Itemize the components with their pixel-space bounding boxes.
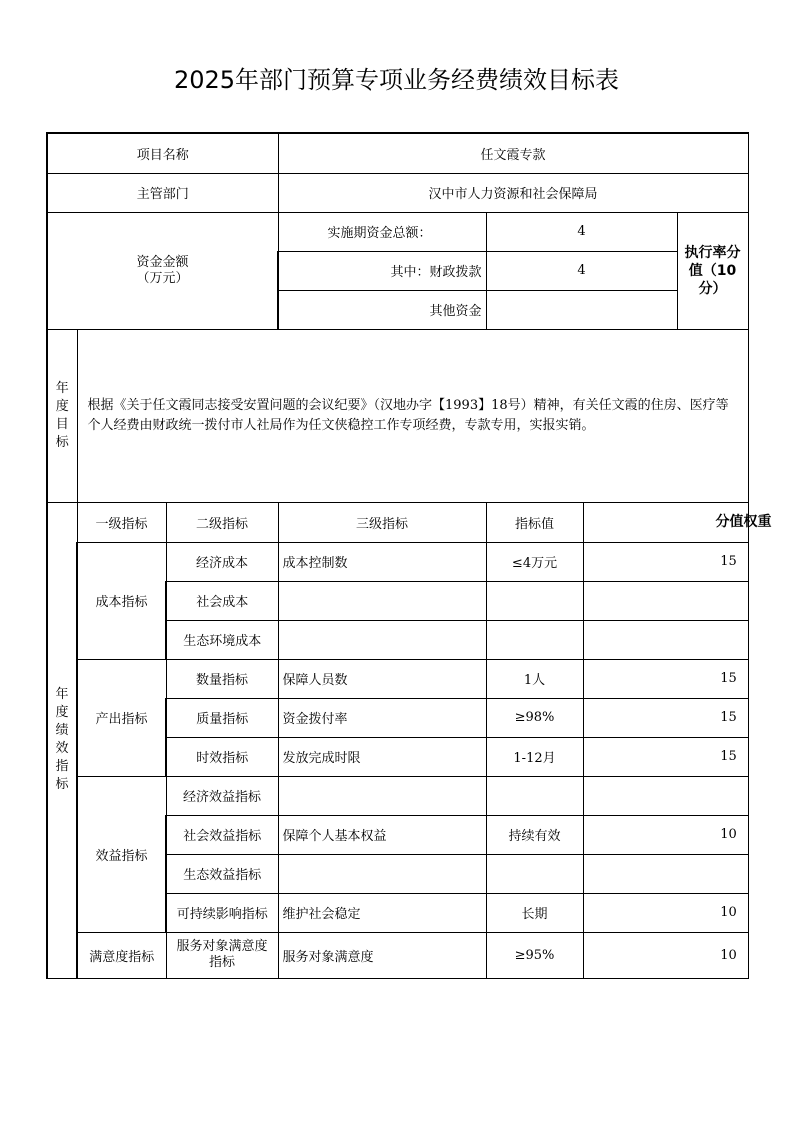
- funds-label-cell: [47, 212, 278, 329]
- weight-cell: 10: [583, 893, 748, 932]
- page-title: 2025年部门预算专项业务经费绩效目标表: [173, 66, 620, 94]
- weight-cell: [583, 620, 748, 659]
- table-row: [47, 932, 748, 978]
- weight-cell: 10: [583, 932, 748, 978]
- value-cell: [486, 620, 583, 659]
- value-cell: 1-12月: [486, 737, 583, 776]
- level2-cell: 服务对象满意度指标: [166, 932, 278, 978]
- header-level3: 三级指标: [278, 502, 486, 542]
- department-value: 汉中市人力资源和社会保障局: [278, 173, 748, 212]
- level3-cell: 发放完成时限: [278, 737, 486, 776]
- annual-indicators-label: 年度绩效指标: [47, 502, 77, 978]
- level2-cell: 社会效益指标: [166, 815, 278, 854]
- level2-cell: 生态效益指标: [166, 854, 278, 893]
- level3-cell: 保障人员数: [278, 659, 486, 698]
- funds-other-value: [486, 290, 677, 329]
- header-level2: 二级指标: [166, 502, 278, 542]
- level2-cell: 数量指标: [166, 659, 278, 698]
- level3-cell: [278, 854, 486, 893]
- weight-cell: 10: [583, 815, 748, 854]
- weight-cell: 15: [583, 542, 748, 581]
- level2-cell: 经济成本: [166, 542, 278, 581]
- level2-cell: 生态环境成本: [166, 620, 278, 659]
- funds-total-label: 实施期资金总额：: [278, 212, 486, 251]
- funds-fiscal-value: 4: [486, 251, 677, 290]
- funds-other-label: 其他资金: [278, 290, 486, 329]
- header-weight: [583, 502, 772, 542]
- level2-cell: 经济效益指标: [166, 776, 278, 815]
- weight-cell: 15: [583, 737, 748, 776]
- funds-fiscal-label: 其中：财政拨款: [278, 251, 486, 290]
- project-name-value: 任文霞专款: [278, 133, 748, 173]
- annual-goal-label: 年度目标: [47, 329, 77, 502]
- level3-cell: [278, 581, 486, 620]
- value-cell: ≥95%: [486, 932, 583, 978]
- value-cell: [486, 854, 583, 893]
- funds-unit: （万元）: [136, 270, 189, 286]
- header-level1: 一级指标: [77, 502, 166, 542]
- level3-cell: 资金拨付率: [278, 698, 486, 737]
- level2-cell: 社会成本: [166, 581, 278, 620]
- department-label: 主管部门: [47, 173, 278, 212]
- level3-cell: [278, 776, 486, 815]
- level3-cell: 维护社会稳定: [278, 893, 486, 932]
- level3-cell: 保障个人基本权益: [278, 815, 486, 854]
- execution-rate-score: 执行率分值（10分）: [677, 212, 748, 329]
- value-cell: 持续有效: [486, 815, 583, 854]
- table-row: [47, 542, 748, 581]
- level2-cell: 时效指标: [166, 737, 278, 776]
- level1-cell: 效益指标: [77, 776, 166, 932]
- header-weight-text: 分值权重: [715, 514, 772, 530]
- level1-cell: 产出指标: [77, 659, 166, 776]
- value-cell: [486, 776, 583, 815]
- value-cell: ≤4万元: [486, 542, 583, 581]
- project-name-label: 项目名称: [47, 133, 278, 173]
- value-cell: ≥98%: [486, 698, 583, 737]
- funds-total-row: [47, 212, 748, 251]
- weight-cell: 15: [583, 659, 748, 698]
- performance-target-table: [46, 132, 772, 979]
- weight-cell: 15: [583, 698, 748, 737]
- level2-cell: 质量指标: [166, 698, 278, 737]
- project-name-row: [47, 133, 748, 173]
- department-row: [47, 173, 748, 212]
- weight-cell: [583, 581, 748, 620]
- funds-label: 资金金额: [136, 254, 189, 270]
- value-cell: [486, 581, 583, 620]
- funds-total-value: 4: [486, 212, 677, 251]
- value-cell: 长期: [486, 893, 583, 932]
- annual-goal-row: [47, 329, 748, 502]
- table-row: [47, 659, 748, 698]
- annual-goal-text: 根据《关于任文霞同志接受安置问题的会议纪要》（汉地办字【1993】18号）精神，有关任文霞的住房、医疗等个人经费由财政统一拨付市人社局作为任文侠稳控工作专项经费，专款专用，实报实销。: [77, 329, 748, 502]
- table-row: [47, 776, 748, 815]
- level3-cell: 成本控制数: [278, 542, 486, 581]
- level3-cell: 服务对象满意度: [278, 932, 486, 978]
- level3-cell: [278, 620, 486, 659]
- value-cell: 1人: [486, 659, 583, 698]
- header-value: 指标值: [486, 502, 583, 542]
- level1-cell: 满意度指标: [77, 932, 166, 978]
- level2-cell: 可持续影响指标: [166, 893, 278, 932]
- weight-cell: [583, 854, 748, 893]
- weight-cell: [583, 776, 748, 815]
- level1-cell: 成本指标: [77, 542, 166, 659]
- indicator-header-row: [47, 502, 748, 542]
